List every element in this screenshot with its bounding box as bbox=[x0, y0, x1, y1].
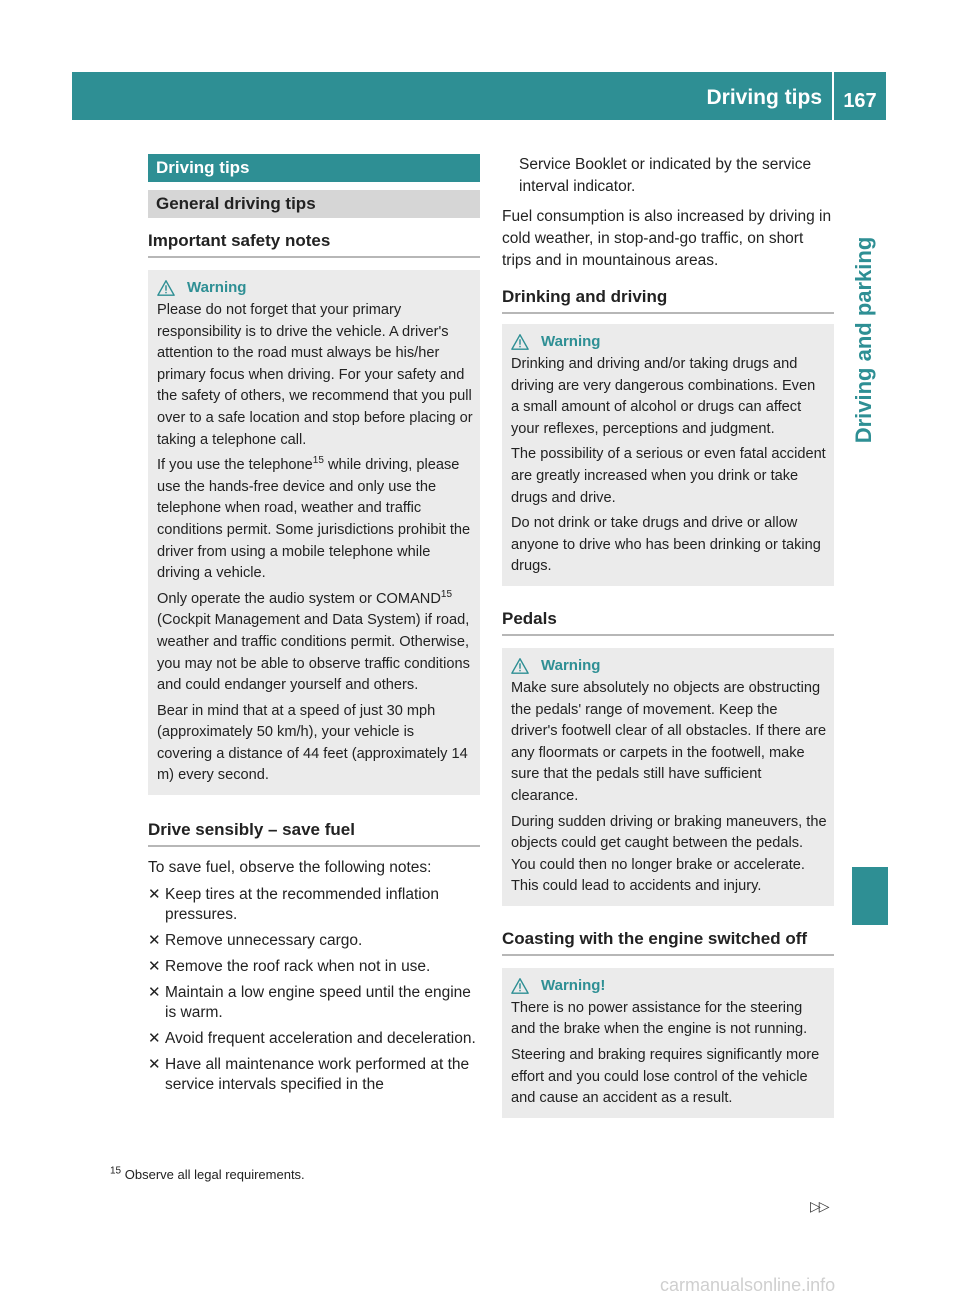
fuel-steps bbox=[148, 885, 480, 1095]
right-column bbox=[502, 154, 834, 1118]
fuel-heading: Drive sensibly – save fuel bbox=[148, 819, 480, 847]
warning-box-safety bbox=[148, 270, 480, 795]
warning-paragraph: Steering and braking requires significantly more effort and you could lose control of the vehicle and cause an accident as a result. bbox=[511, 1047, 820, 1107]
list-item: ✕ Maintain a low engine speed until the engine is warm. bbox=[148, 984, 471, 1022]
warning-header bbox=[157, 276, 473, 300]
drinking-heading: Drinking and driving bbox=[502, 286, 834, 314]
continued-step: Service Booklet or indicated by the service interval indicator. bbox=[519, 156, 812, 195]
warning-paragraph: Only operate the audio system or COMAND$^{15}$ (Cockpit Management and Data System) if road, weather and traffic conditions permit. Otherwise, you may not be able to observe traffic conditions and could endanger yourself and others. bbox=[157, 588, 470, 694]
header-title: Driving tips bbox=[706, 86, 822, 109]
header-bar bbox=[72, 72, 832, 120]
footnote-text: Observe all legal requirements. bbox=[124, 1167, 305, 1182]
warning-triangle-icon bbox=[511, 977, 529, 995]
coasting-heading: Coasting with the engine switched off bbox=[502, 928, 834, 956]
warning-paragraph: Please do not forget that your primary responsibility is to drive the vehicle. A driver's attention to the road must always be his/her primary focus when driving. For your safety and the safety of others, we recommend that you pull over to a safe location and stop before placing or taking a telephone call. bbox=[157, 302, 473, 448]
fuel-intro: To save fuel, observe the following notes: bbox=[148, 859, 432, 877]
warning-label: Warning! bbox=[541, 977, 606, 995]
arrow-icon: ✕ bbox=[148, 886, 161, 904]
list-item: ✕ Avoid frequent acceleration and deceleration. bbox=[148, 1030, 476, 1048]
warning-triangle-icon bbox=[511, 333, 529, 351]
pedals-heading: Pedals bbox=[502, 608, 834, 636]
warning-paragraph: During sudden driving or braking maneuvers, the objects could get caught between the pedals. You could then no longer brake or accelerate. This could lead to accidents and injury. bbox=[511, 813, 827, 895]
warning-triangle-icon bbox=[157, 279, 175, 297]
subsection-title: General driving tips bbox=[148, 190, 480, 218]
arrow-icon: ✕ bbox=[148, 932, 161, 950]
warning-paragraph: If you use the telephone$^{15}$ while driving, please use the hands-free device and only use the telephone when road, weather and traffic conditions permit. Some jurisdictions prohibit the driver from using a mobile telephone while driving a vehicle. bbox=[157, 455, 471, 582]
side-tab bbox=[844, 130, 884, 550]
warning-paragraph: Drinking and driving and/or taking drugs and driving are very dangerous combinations. Even a small amount of alcohol or drugs can affect your reflexes, perceptions and judgment. bbox=[511, 356, 816, 437]
side-tab-marker bbox=[852, 867, 888, 925]
warning-header bbox=[511, 330, 827, 354]
warning-paragraph: The possibility of a serious or even fatal accident are greatly increased when you drink or take drugs and drive. bbox=[511, 446, 826, 506]
footnote-number: 15 bbox=[110, 1165, 122, 1177]
list-item: ✕ Have all maintenance work performed at the service intervals specified in the bbox=[148, 1056, 470, 1094]
side-tab-label: Driving and parking bbox=[851, 236, 876, 444]
fuel-consumption-text: Fuel consumption is also increased by driving in cold weather, in stop-and-go traffic, on short trips and in mountainous areas. bbox=[502, 208, 832, 269]
arrow-icon: ✕ bbox=[148, 958, 161, 976]
continue-arrows-icon: ▷▷ bbox=[810, 1198, 828, 1214]
warning-paragraph: Bear in mind that at a speed of just 30 mph (approximately 50 km/h), your vehicle is covering a distance of 44 feet (approximately 14 m) every second. bbox=[157, 702, 468, 784]
warning-paragraph: Do not drink or take drugs and drive or allow anyone to drive who has been drinking or taking drugs. bbox=[511, 515, 821, 575]
warning-triangle-icon bbox=[511, 657, 529, 675]
watermark: carmanualsonline.info bbox=[660, 1275, 836, 1295]
warning-box-pedals bbox=[502, 648, 834, 906]
warning-label: Warning bbox=[541, 657, 601, 675]
list-item: ✕ Remove the roof rack when not in use. bbox=[148, 958, 431, 976]
arrow-icon: ✕ bbox=[148, 984, 161, 1002]
warning-header bbox=[511, 974, 827, 998]
arrow-icon: ✕ bbox=[148, 1056, 161, 1074]
left-column bbox=[148, 154, 480, 1101]
footnote-ref: 15 bbox=[440, 588, 453, 600]
warning-label: Warning bbox=[187, 279, 247, 297]
list-item: ✕ Remove unnecessary cargo. bbox=[148, 932, 363, 950]
arrow-icon: ✕ bbox=[148, 1030, 161, 1048]
list-item: ✕ Keep tires at the recommended inflation pressures. bbox=[148, 886, 439, 924]
warning-box-drinking bbox=[502, 324, 834, 586]
warning-paragraph: There is no power assistance for the steering and the brake when the engine is not running. bbox=[511, 999, 808, 1038]
warning-label: Warning bbox=[541, 333, 601, 351]
footnote bbox=[110, 1167, 305, 1183]
footnote-ref: 15 bbox=[312, 455, 324, 467]
warning-paragraph: Make sure absolutely no objects are obstructing the pedals' range of movement. Keep the driver's footwell clear of all obstacles. If there are any floormats or carpets in the footwell, make sure that the pedals still have sufficient clearance. bbox=[511, 679, 827, 804]
warning-header bbox=[511, 654, 827, 678]
safety-heading: Important safety notes bbox=[148, 230, 480, 258]
section-title: Driving tips bbox=[148, 154, 480, 182]
warning-box-coasting bbox=[502, 968, 834, 1118]
page-number: 167 bbox=[834, 72, 886, 120]
